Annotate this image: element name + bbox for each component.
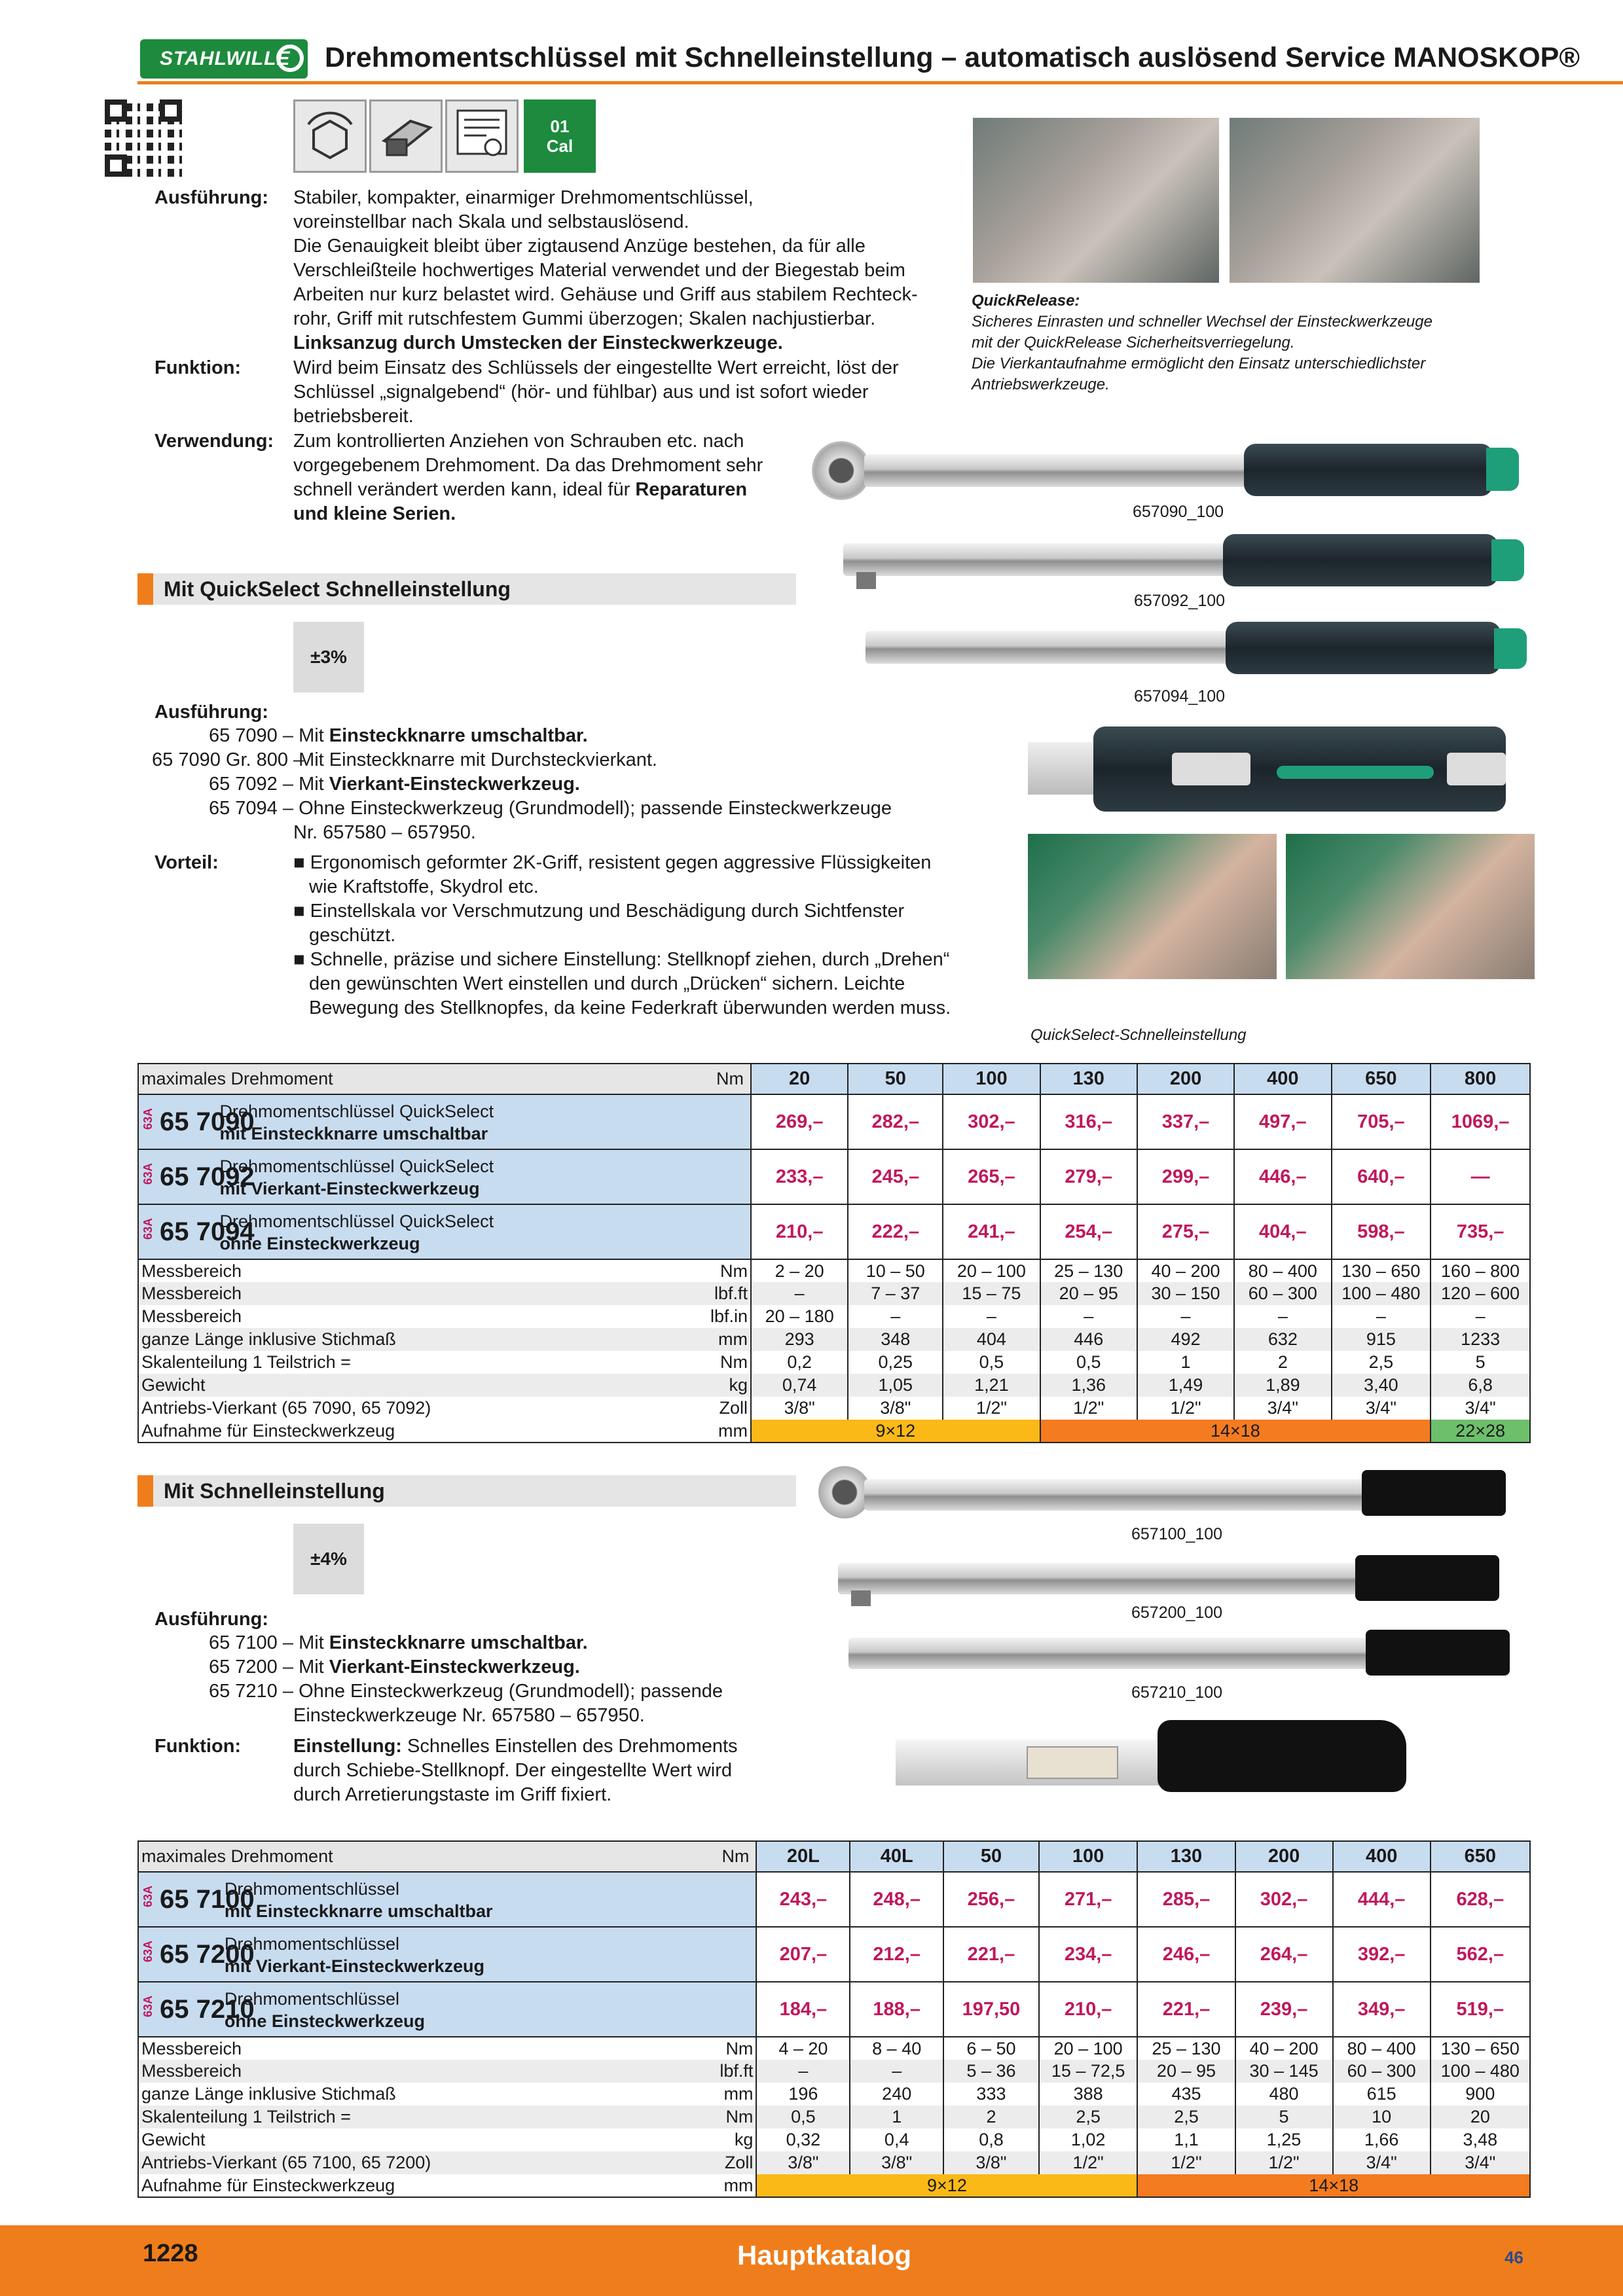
section2-item-list: 65 7100 – Mit Einsteckknarre umschaltbar. 65 7200 – Mit Vierkant-Einsteckwerkzeug. 65 7210 – Ohne Einsteckwerkzeug (Grundmodell); passende Einsteckwerkzeuge Nr. 657580 – 657950. [155, 1631, 809, 1728]
table-row: 63A 65 7100 Drehmomentschlüssel mit Einsteckknarre umschaltbar 243,– 248,– 256,– 271,– 285,– 302,– 444,– 628,– [138, 1872, 1530, 1927]
quickselect-hand-photo-1 [1028, 834, 1277, 979]
table-row: Antriebs-Vierkant (65 7090, 65 7092) Zoll 3/8" 3/8" 1/2" 1/2" 1/2" 3/4" 3/4" 3/4" [138, 1397, 1530, 1420]
photo-label-657090: 657090_100 [1133, 503, 1224, 521]
photo-label-657210: 657210_100 [1131, 1683, 1223, 1702]
section2-funktion-label: Funktion: [155, 1736, 242, 1757]
photo-label-657092: 657092_100 [1134, 592, 1226, 610]
list-item: 65 7210 – Ohne Einsteckwerkzeug (Grundmodell); passende [208, 1681, 723, 1702]
intro-ausfuehrung-text: Stabiler, kompakter, einarmiger Drehmomentschlüssel, voreinstellbar nach Skala und selbstauslösend. Die Genauigkeit bleibt über zigtausend Anzüge bestehen, da für alle Verschleißteile hochwertiges Material verwendet und der Biegestab beim Arbeiten nur kurz belastet wird. Gehäuse und Griff aus stabilem Rechteck- rohr, Griff mit rutschfestem Gummi überzogen; Skalen nachjustierbar. Linksanzug durch Umstecken der Einsteckwerkzeuge. [293, 187, 918, 353]
list-item: 65 7090 Gr. 800 – Mit Einsteckknarre mit Durchsteckvierkant. [152, 749, 657, 770]
section-number: 46 [1504, 2248, 1523, 2267]
table-row: 63A 65 7094 Drehmomentschlüssel QuickSelect ohne Einsteckwerkzeug 210,– 222,– 241,– 254,– 275,– 404,– 598,– 735,– [138, 1204, 1530, 1259]
section2-ausfuehrung-label: Ausführung: [155, 1609, 268, 1630]
intro-funktion-text: Wird beim Einsatz des Schlüssels der eingestellte Wert erreicht, löst der Schlüssel „signalgebend“ (hör- und fühlbar) aus und ist sofort wieder betriebsbereit. [293, 357, 899, 427]
table-row: ganze Länge inklusive Stichmaß mm 196 240 333 388 435 480 615 900 [138, 2083, 1530, 2106]
table-row: Skalenteilung 1 Teilstrich = Nm 0,2 0,25 0,5 0,5 1 2 2,5 5 [138, 1351, 1530, 1374]
wrench-657092-image [843, 530, 1537, 596]
table-row: Aufnahme für Einsteckwerkzeug mm 9×12 14×18 22×28 [138, 1420, 1530, 1443]
table-row: 63A 65 7090 Drehmomentschlüssel QuickSelect mit Einsteckknarre umschaltbar 269,– 282,– 302,– 316,– 337,– 497,– 705,– 1069,– [138, 1094, 1530, 1149]
intro-ausfuehrung-label: Ausführung: [155, 187, 268, 208]
table-row: Gewicht kg 0,74 1,05 1,21 1,36 1,49 1,89 3,40 6,8 [138, 1374, 1530, 1397]
table-row: Messbereich Nm 2 – 20 10 – 50 20 – 100 25 – 130 40 – 200 80 – 400 130 – 650 160 – 800 [138, 1259, 1530, 1282]
intro-funktion-label: Funktion: [155, 357, 242, 378]
certificate-icon [445, 99, 519, 173]
page-number: 1228 [143, 2240, 198, 2267]
qr-code-icon[interactable] [105, 99, 182, 177]
brand-logo [140, 39, 308, 79]
table-row: 63A 65 7092 Drehmomentschlüssel QuickSelect mit Vierkant-Einsteckwerkzeug 233,– 245,– 265,– 279,– 299,– 446,– 640,– — [138, 1149, 1530, 1204]
quickrelease-photo-2 [1228, 117, 1481, 284]
photo-label-657100: 657100_100 [1131, 1525, 1223, 1543]
catalog-title: Hauptkatalog [737, 2240, 912, 2270]
table-row: ganze Länge inklusive Stichmaß mm 293 348 404 446 492 632 915 1233 [138, 1328, 1530, 1351]
list-item: 65 7200 – Mit Vierkant-Einsteckwerkzeug. [208, 1657, 580, 1677]
hexagon-icon [293, 99, 367, 173]
table-row: Messbereich lbf.in 20 – 180 – – – – – – – [138, 1305, 1530, 1328]
schnelleinstellung-grip-closeup-image [896, 1713, 1419, 1799]
table-row: Messbereich lbf.ft – 7 – 37 15 – 75 20 – 95 30 – 150 60 – 300 100 – 480 120 – 600 [138, 1282, 1530, 1305]
table-row: Messbereich lbf.ft – – 5 – 36 15 – 72,5 20 – 95 30 – 145 60 – 300 100 – 480 [138, 2060, 1530, 2083]
table-row: Messbereich Nm 4 – 20 8 – 40 6 – 50 20 – 100 25 – 130 40 – 200 80 – 400 130 – 650 [138, 2037, 1530, 2060]
list-item: 65 7090 – Mit Einsteckknarre umschaltbar. [208, 725, 588, 746]
quickrelease-caption: QuickRelease: Sicheres Einrasten und schneller Wechsel der Einsteckwerkzeuge mit der QuickRelease Sicherheitsverriegelung. Die Vierkantaufnahme ermöglicht den Einsatz unterschiedlichster Antriebswerkzeuge. [972, 292, 1432, 393]
photo-label-657200: 657200_100 [1131, 1604, 1223, 1622]
quickselect-grip-closeup-image [1028, 726, 1539, 818]
list-item: 65 7094 – Ohne Einsteckwerkzeug (Grundmodell); passende Einsteckwerkzeuge [208, 798, 892, 819]
table-row: Aufnahme für Einsteckwerkzeug mm 9×12 14×18 [138, 2174, 1530, 2197]
list-item: 65 7092 – Mit Vierkant-Einsteckwerkzeug. [208, 774, 580, 795]
intro-verwendung-label: Verwendung: [155, 431, 274, 452]
table-row: Gewicht kg 0,32 0,4 0,8 1,02 1,1 1,25 1,66 3,48 [138, 2128, 1530, 2151]
table-header-row: maximales Drehmoment Nm 20 50 100 130 200 400 650 800 [138, 1064, 1530, 1094]
quickselect-caption: QuickSelect-Schnelleinstellung [1030, 1026, 1247, 1044]
page-title: Drehmomentschlüssel mit Schnelleinstellung – automatisch auslösend Service MANOSKOP® [325, 42, 1580, 73]
section1-vorteil-list: ■ Ergonomisch geformter 2K-Griff, resistent gegen aggressive Flüssigkeiten wie Kraftstoffe, Skydrol etc. ■ Einstellskala vor Verschmutzung und Beschädigung durch Sichtfenster geschützt. ■ Schnelle, präzise und sichere Einstellung: Stellknopf ziehen, durch „Drehen“ den gewünschten Wert einstellen und durch „Drücken“ sichern. Leichte Bewegung des Stellknopfes, da keine Federkraft überwunden werden muss. [293, 852, 951, 1018]
table-header-row: maximales Drehmoment Nm 20L 40L 50 100 130 200 400 650 [138, 1841, 1530, 1872]
table-row: 63A 65 7200 Drehmomentschlüssel mit Vierkant-Einsteckwerkzeug 207,– 212,– 221,– 234,– 246,– 264,– 392,– 562,– [138, 1927, 1530, 1982]
tolerance-badge-4: ±4% [293, 1524, 364, 1594]
table-row: Skalenteilung 1 Teilstrich = Nm 0,5 1 2 2,5 2,5 5 10 20 [138, 2106, 1530, 2128]
table-row: 63A 65 7210 Drehmomentschlüssel ohne Einsteckwerkzeug 184,– 188,– 197,50 210,– 221,– 239,– 349,– 519,– [138, 1982, 1530, 2037]
price-table-quickselect [137, 1063, 1531, 1443]
calibration-number: 01 [550, 117, 570, 136]
quickselect-hand-photo-2 [1286, 834, 1535, 979]
header-divider [137, 81, 1623, 84]
calibration-label: Cal [546, 136, 574, 156]
wrench-657100-image [818, 1466, 1539, 1525]
price-table-schnelleinstellung [137, 1840, 1531, 2198]
calibration-icon [524, 99, 596, 173]
brand-name: STAHLWILLE [160, 48, 291, 69]
wrench-657090-image [812, 435, 1539, 513]
intro-verwendung-text: Zum kontrollierten Anziehen von Schrauben etc. nach vorgegebenem Drehmoment. Da das Drehmoment sehr schnell verändert werden kann, ideal für Reparaturen und kleine Serien. [293, 431, 763, 524]
wrench-657200-image [838, 1555, 1539, 1607]
quickrelease-photo-1 [972, 117, 1220, 284]
section1-ausfuehrung-label: Ausführung: [155, 702, 268, 723]
tolerance-badge-3: ±3% [293, 622, 364, 692]
section1-vorteil-label: Vorteil: [155, 852, 219, 873]
photo-label-657094: 657094_100 [1134, 687, 1226, 706]
section1-item-list: 65 7090 – Mit Einsteckknarre umschaltbar. 65 7090 Gr. 800 – Mit Einsteckknarre mit Durchsteckvierkant. 65 7092 – Mit Vierkant-Einsteckwerkzeug. 65 7094 – Ohne Einsteckwerkzeug (Grundmodell); passende Einsteckwerkzeuge Nr. 657580 – 657950. [155, 724, 1006, 845]
wrench-657210-image [848, 1630, 1542, 1682]
brand-ring-icon [276, 45, 304, 72]
list-item: 65 7100 – Mit Einsteckknarre umschaltbar. [208, 1632, 588, 1653]
section2-funktion-text: Einstellung: Schnelles Einstellen des Drehmoments durch Schiebe-Stellknopf. Der eingestellte Wert wird durch Arretierungstaste im Griff fixiert. [293, 1736, 738, 1805]
table-row: Antriebs-Vierkant (65 7100, 65 7200) Zoll 3/8" 3/8" 3/8" 1/2" 1/2" 1/2" 3/4" 3/4" [138, 2151, 1530, 2174]
section-schnelleinstellung-title: Mit Schnelleinstellung [137, 1475, 796, 1507]
section-quickselect-title: Mit QuickSelect Schnelleinstellung [137, 573, 796, 605]
wrench-657094-image [866, 622, 1546, 685]
square-drive-icon [369, 99, 443, 173]
